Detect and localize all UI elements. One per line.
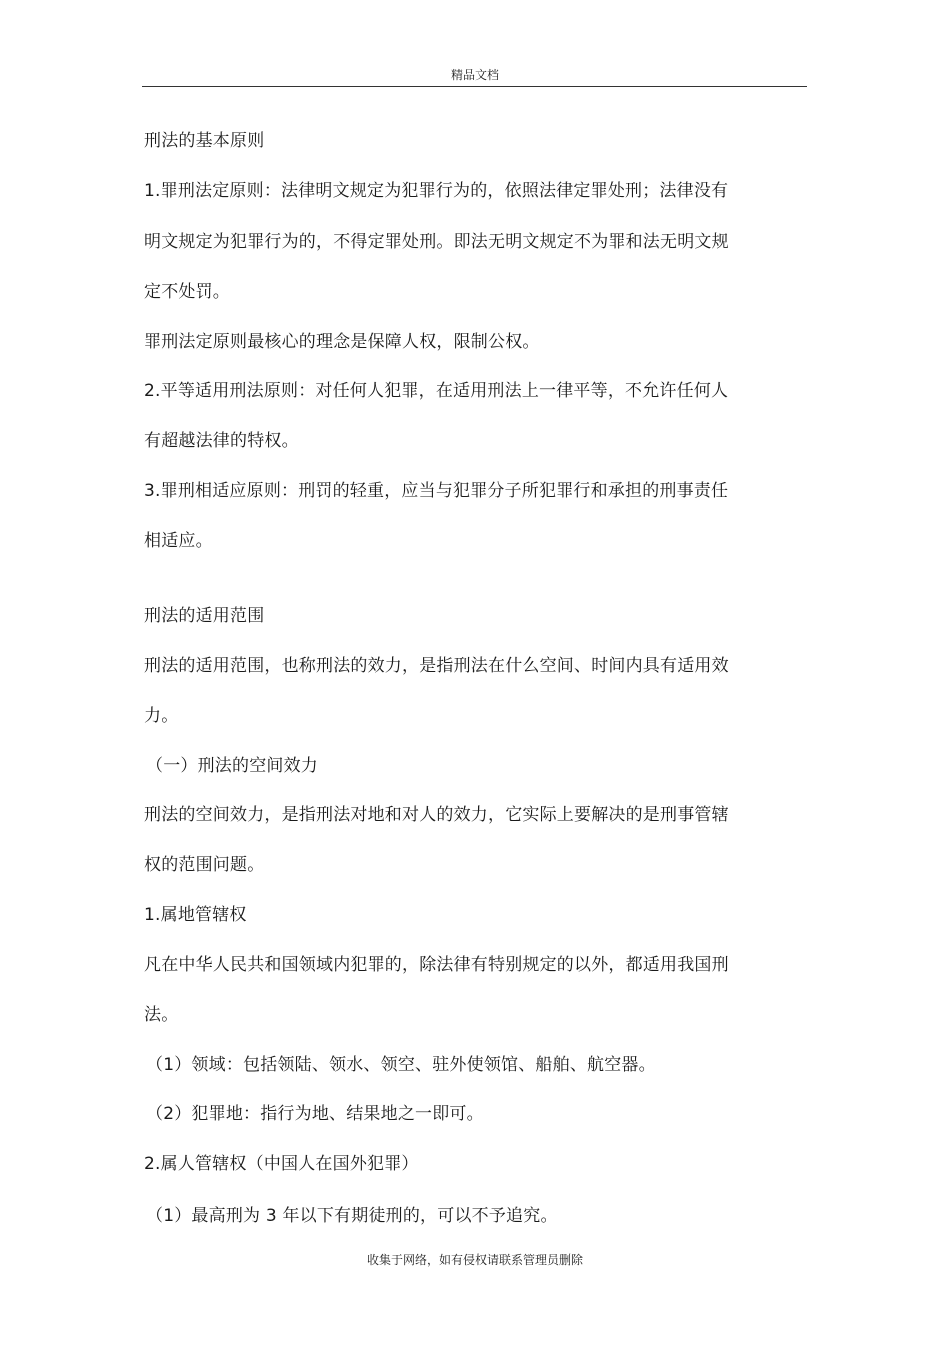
paragraph-line: 权的范围问题。 (144, 855, 265, 875)
paragraph-line: 力。 (144, 706, 179, 726)
paragraph-line: 法。 (144, 1005, 179, 1025)
paragraph-line: 罪刑法定原则最核心的理念是保障人权，限制公权。 (144, 332, 540, 352)
header-title: 精品文档 (450, 68, 499, 82)
paragraph-line: 3.罪刑相适应原则：刑罚的轻重，应当与犯罪分子所犯罪行和承担的刑事责任 (144, 481, 729, 501)
paragraph-line: 定不处罚。 (144, 282, 230, 302)
header-divider (142, 86, 807, 87)
paragraph-line: 凡在中华人民共和国领域内犯罪的，除法律有特别规定的以外，都适用我国刑 (144, 955, 729, 975)
paragraph-line: 相适应。 (144, 531, 213, 551)
paragraph-line: 刑法的适用范围，也称刑法的效力，是指刑法在什么空间、时间内具有适用效 (144, 656, 729, 676)
section-heading-scope: 刑法的适用范围 (144, 606, 265, 626)
item-heading-personal: 2.属人管辖权（中国人在国外犯罪） (144, 1154, 419, 1174)
paragraph-line: 明文规定为犯罪行为的，不得定罪处刑。即法无明文规定不为罪和法无明文规 (144, 232, 729, 252)
section-heading-basic-principles: 刑法的基本原则 (144, 131, 265, 151)
subsection-heading-space-effect: （一）刑法的空间效力 (146, 756, 318, 776)
list-item: （2）犯罪地：指行为地、结果地之一即可。 (146, 1104, 484, 1124)
item-heading-territorial: 1.属地管辖权 (144, 905, 247, 925)
list-item: （1）最高刑为 3 年以下有期徒刑的，可以不予追究。 (146, 1206, 558, 1226)
paragraph-line: 有超越法律的特权。 (144, 431, 299, 451)
paragraph-line: 刑法的空间效力，是指刑法对地和对人的效力，它实际上要解决的是刑事管辖 (144, 805, 729, 825)
paragraph-line: 1.罪刑法定原则：法律明文规定为犯罪行为的，依照法律定罪处刑；法律没有 (144, 181, 729, 201)
list-item: （1）领域：包括领陆、领水、领空、驻外使领馆、船舶、航空器。 (146, 1055, 656, 1075)
page-footer: 收集于网络，如有侵权请联系管理员删除 (366, 1253, 583, 1267)
paragraph-line: 2.平等适用刑法原则：对任何人犯罪，在适用刑法上一律平等，不允许任何人 (144, 381, 729, 401)
